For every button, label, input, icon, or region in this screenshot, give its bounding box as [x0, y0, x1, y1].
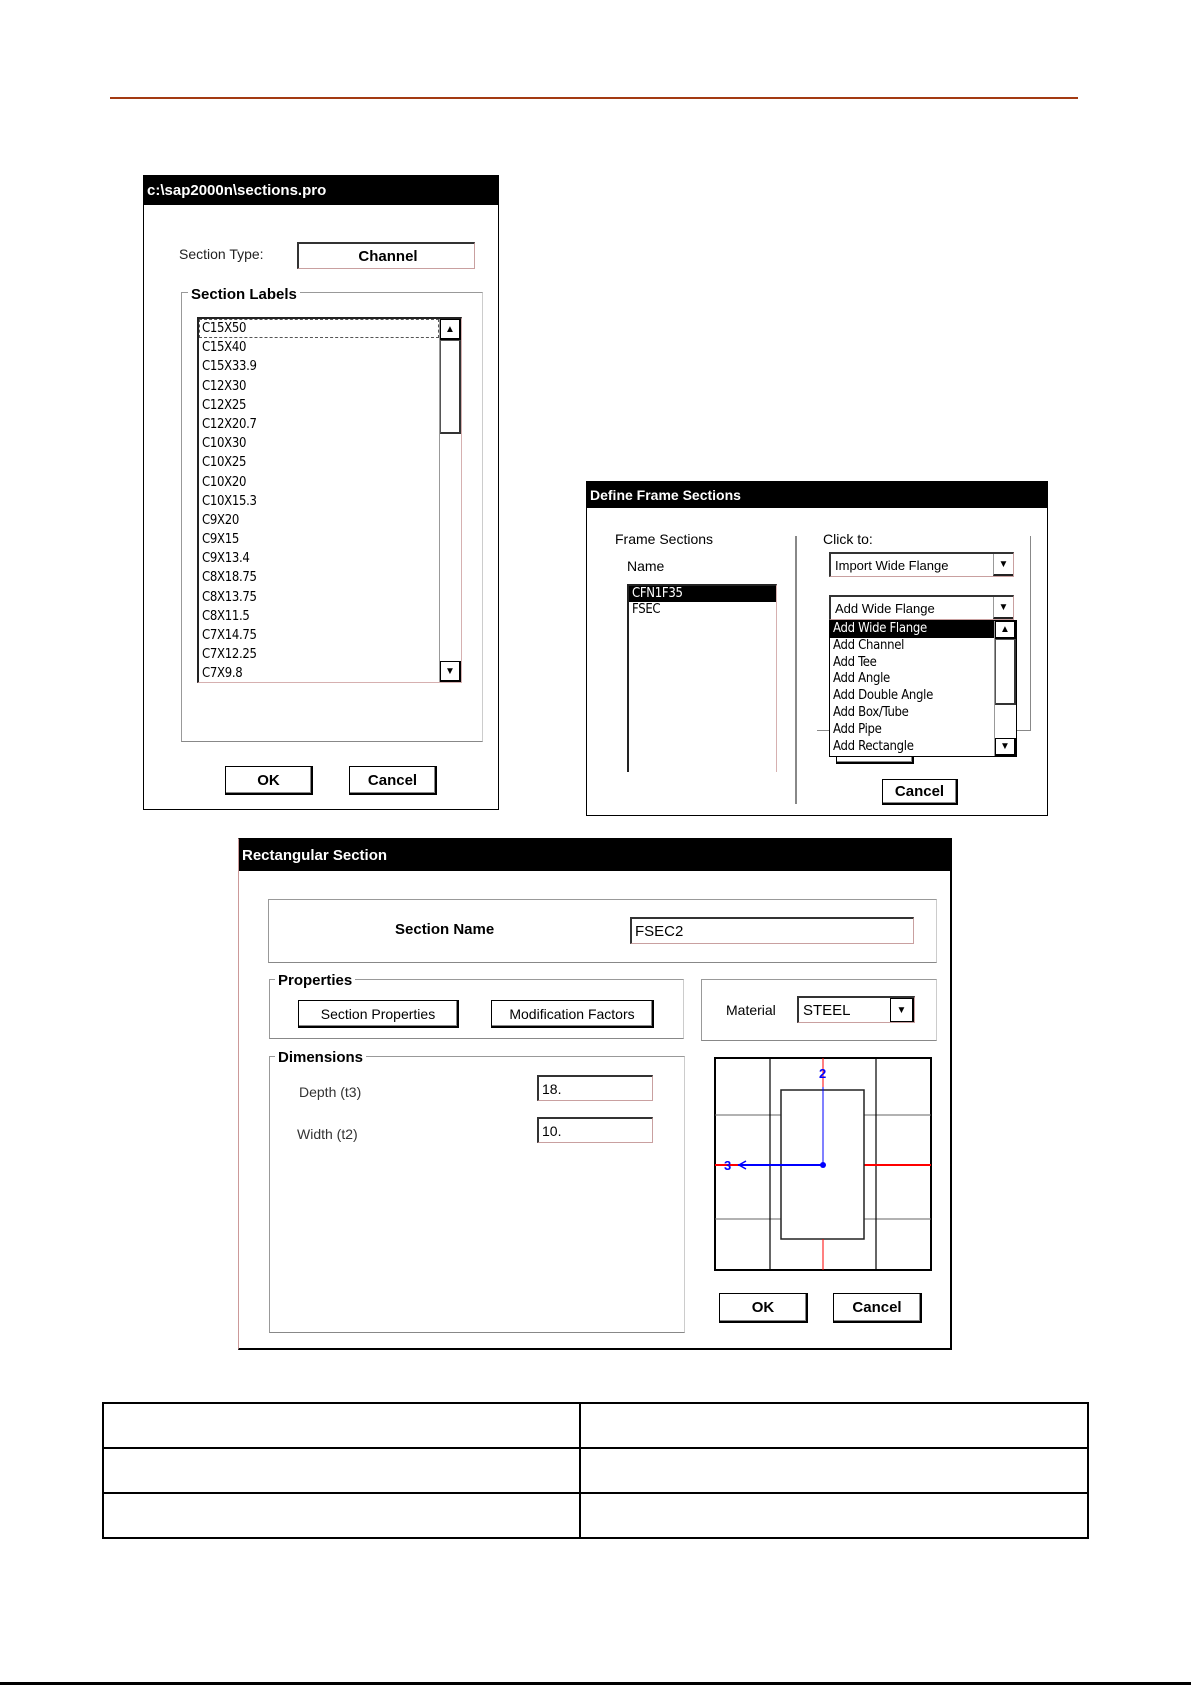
add-section-option[interactable]: Add Rectangle: [833, 738, 914, 754]
axis-3-label: 3: [724, 1158, 732, 1173]
section-label-item[interactable]: C8X11.5: [202, 608, 250, 624]
section-label-item[interactable]: C10X30: [202, 436, 247, 452]
dimensions-group-label: Dimensions: [275, 1049, 366, 1066]
add-section-options: [830, 621, 994, 755]
ok-button[interactable]: OK: [225, 766, 313, 795]
ok-button[interactable]: OK: [719, 1293, 808, 1323]
section-label-item[interactable]: C10X25: [202, 455, 247, 471]
section-label-item[interactable]: C9X13.4: [202, 551, 250, 567]
rectangular-section-dialog: [238, 838, 952, 1350]
add-options-scrollbar[interactable]: [994, 621, 1016, 756]
section-label-item[interactable]: C8X18.75: [202, 570, 257, 586]
frame-section-item[interactable]: FSEC: [632, 602, 661, 617]
divider-right: [1030, 536, 1031, 730]
section-type-field[interactable]: Channel: [297, 242, 475, 269]
table-row: [103, 1493, 1088, 1538]
scroll-down-icon[interactable]: ▼: [440, 661, 461, 682]
width-label: Width (t2): [297, 1126, 358, 1142]
frame-sections-label: Frame Sections: [615, 531, 714, 547]
divider: [795, 536, 797, 804]
section-name-label: Section Name: [395, 921, 495, 938]
properties-group-label: Properties: [275, 972, 355, 989]
table-cell: [103, 1493, 580, 1538]
header-rule: [110, 97, 1078, 99]
define-frame-sections-dialog: [586, 481, 1048, 816]
section-label-item[interactable]: C7X14.75: [202, 628, 257, 643]
cancel-button[interactable]: Cancel: [882, 779, 958, 805]
section-label-item[interactable]: C8X13.75: [202, 589, 257, 605]
table-row: [103, 1448, 1088, 1493]
name-label: Name: [627, 558, 665, 574]
material-label: Material: [726, 1002, 776, 1018]
add-section-dropdown-list[interactable]: [829, 620, 1017, 757]
define-frame-sections-title: Define Frame Sections: [587, 482, 1047, 508]
add-section-option[interactable]: Add Channel: [833, 637, 905, 653]
section-type-label: Section Type:: [179, 246, 264, 262]
scroll-thumb[interactable]: [995, 639, 1016, 705]
scroll-up-icon[interactable]: ▲: [440, 319, 461, 340]
chevron-down-icon[interactable]: ▼: [993, 597, 1013, 619]
section-label-item[interactable]: C15X40: [202, 340, 247, 356]
section-label-item[interactable]: C10X20: [202, 474, 247, 490]
add-section-option[interactable]: Add Box/Tube: [833, 704, 909, 720]
depth-label: Depth (t3): [299, 1084, 362, 1100]
scroll-up-icon[interactable]: ▲: [995, 621, 1016, 639]
import-section-value: Import Wide Flange: [835, 557, 949, 573]
add-section-combo[interactable]: [829, 595, 1014, 620]
table-cell: [580, 1493, 1088, 1538]
section-label-item[interactable]: C9X20: [202, 512, 239, 528]
rectangular-section-title: Rectangular Section: [239, 839, 950, 871]
material-select[interactable]: [797, 996, 915, 1023]
table-cell: [580, 1403, 1088, 1448]
table-cell: [580, 1448, 1088, 1493]
chevron-down-icon[interactable]: ▼: [993, 554, 1013, 576]
axis-2-label: 2: [819, 1066, 827, 1081]
cancel-button[interactable]: Cancel: [833, 1293, 922, 1323]
section-label-item[interactable]: C7X9.8: [202, 666, 243, 682]
section-label-item[interactable]: C12X25: [202, 397, 247, 413]
table-cell: [103, 1448, 580, 1493]
cancel-button[interactable]: Cancel: [349, 766, 437, 795]
scroll-down-icon[interactable]: ▼: [995, 738, 1016, 756]
frame-section-item[interactable]: CFN1F35: [629, 586, 776, 602]
section-properties-button[interactable]: Section Properties: [298, 1000, 459, 1028]
import-section-combo[interactable]: [829, 552, 1014, 577]
add-section-option[interactable]: Add Pipe: [833, 721, 882, 737]
add-section-option[interactable]: Add Angle: [833, 671, 890, 687]
click-to-label: Click to:: [823, 531, 873, 547]
material-value: STEEL: [803, 1001, 851, 1019]
scroll-thumb[interactable]: [440, 340, 461, 434]
sections-dialog: [143, 175, 499, 810]
section-labels-items: [199, 319, 439, 683]
section-labels-list[interactable]: [197, 317, 462, 683]
add-section-option[interactable]: Add Wide Flange: [830, 621, 994, 638]
section-name-input[interactable]: FSEC2: [630, 917, 914, 944]
section-label-item[interactable]: C12X30: [202, 378, 247, 394]
chevron-down-icon[interactable]: ▼: [890, 998, 914, 1022]
modification-factors-button[interactable]: Modification Factors: [491, 1000, 654, 1028]
section-labels-scrollbar[interactable]: [439, 319, 461, 682]
table-cell: [103, 1403, 580, 1448]
sections-dialog-title: c:\sap2000n\sections.pro: [144, 176, 498, 205]
section-preview: [714, 1057, 932, 1272]
section-label-item[interactable]: C9X15: [202, 532, 239, 548]
width-input[interactable]: 10.: [537, 1117, 653, 1143]
table-row: [103, 1403, 1088, 1448]
frame-sections-items: [629, 586, 776, 618]
add-section-option[interactable]: Add Tee: [833, 654, 877, 670]
add-section-value: Add Wide Flange: [835, 600, 935, 616]
section-label-item[interactable]: C12X20.7: [202, 416, 257, 432]
section-label-item[interactable]: C7X12.25: [202, 647, 257, 663]
centroid-dot: [820, 1162, 826, 1168]
section-label-item[interactable]: C15X50: [199, 319, 439, 338]
section-label-item[interactable]: C15X33.9: [202, 359, 257, 375]
depth-input[interactable]: 18.: [537, 1075, 653, 1101]
section-labels-group-label: Section Labels: [188, 286, 300, 303]
frame-sections-list[interactable]: [627, 584, 777, 772]
document-table: [102, 1402, 1089, 1539]
add-section-option[interactable]: Add Double Angle: [833, 688, 933, 704]
section-label-item[interactable]: C10X15.3: [202, 493, 257, 509]
